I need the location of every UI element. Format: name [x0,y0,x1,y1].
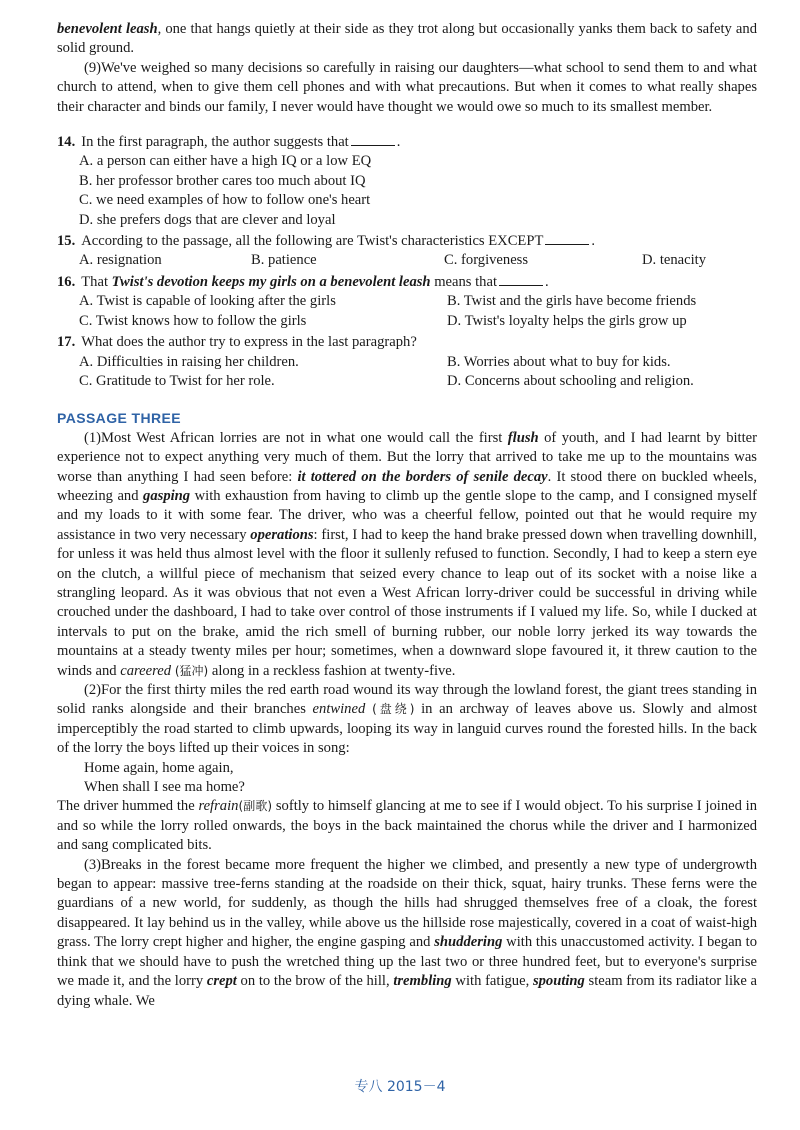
song-line: Home again, home again, [84,759,234,776]
passage-three-paragraph-1: (1)Most West African lorries are not in what one would call the first flush of youth, and I had learnt by bitter experience not to expect anything very much of them. But the lorry that arrived to take me up to the mountains was worse than anything I had seen before: it tottered on the borders of senile decay. It stood there on buckled wheels, wheezing and gasping with exhaustion from having to climb up the gentle slope to the camp, and I consigned myself and my loads to it with some fear. The driver, who was a cheerful fellow, pointed out that he would require my assistance in two very necessary operations: first, I had to keep the hand brake pressed down when travelling downhill, for unless it was held thus almost level with the floor it sullenly refused to function. Secondly, I had to keep a stern eye on the clutch, a willful piece of mechanism that seized every chance to leap out of its socket with a noise like a strangling leopard. As it was obvious that not even a West African lorry-driver could be successful in driving while crouched under the dashboard, I had to take over control of those instruments if I valued my life. So, while I ducked at intervals to put on the brake, amid the rich smell of burning rubber, our noble lorry jerked its way towards the mountains at a steady twenty miles per hour; sometimes, when a downward slope favoured it, it threw caution to the winds and careered (猛冲) along in a reckless fashion at twenty-five. [57,429,757,679]
page-content [57,20,757,1011]
option-a[interactable]: A. Twist is capable of looking after the girls [79,293,336,310]
option-b[interactable]: B. Worries about what to buy for kids. [447,353,671,370]
quoted-phrase: Twist's devotion keeps my girls on a benevolent leash [111,273,431,290]
song-lyrics [57,759,757,798]
answer-blank [351,133,395,146]
passage-two-tail-paragraph: benevolent leash, one that hangs quietly at their side as they trot along but occasionally yanks them back to safety and solid ground. [57,21,758,57]
option-c[interactable]: C. Twist knows how to follow the girls [79,312,307,329]
paragraph-9: (9)We've weighed so many decisions so carefully in raising our daughters—what school to send them to and what church to attend, when to give them cell phones and with what precautions. But when it comes to what really shapes their character and binds our family, I never would have thought we would owe so much to its smallest member. [57,59,757,115]
question-stem: According to the passage, all the following are Twist's characteristics EXCEPT [81,233,544,250]
option-a[interactable]: A. resignation [79,252,162,269]
passage-three-paragraph-2-continued: The driver hummed the refrain(副歌) softly to himself glancing at me to see if I would object. To his surprise I joined in and so while the lorry rolled onwards, the boys in the back maintained the chorus while the driver and I harmonized and sang complicated bits. [57,798,757,854]
question-17: 17. What does the author try to express in the last paragraph? A. Difficulties in raising her children. B. Worries about what to buy for kids. C. Gratitude to Twist for her role. D. Concerns about schooling and religion. [57,333,757,391]
song-line: When shall I see ma home? [84,779,245,796]
question-14: 14. In the first paragraph, the author suggests that . A. a person can either have a high IQ or a low EQ B. her professor brother cares too much about IQ C. we need examples of how to follow one's heart D. she prefers dogs that are clever and loyal [57,133,757,230]
passage-three-paragraph-3: (3)Breaks in the forest became more frequent the higher we climbed, and presently a new type of undergrowth began to appear: massive tree-ferns standing at the roadside on their thick, squat, hairy trunks. These ferns were the guardians of a new world, for suddenly, as though the hills had shrugged themselves free of a cloak, the forest disappeared. It lay behind us in the valley, while above us the hillside rose majestically, covered in a coat of waist-high grass. The lorry crept higher and higher, the engine gasping and shuddering with this unaccustomed activity. I began to think that we should have to push the wretched thing up the last two or three hundred feet, but to everyone's surprise we made it, and the lorry crept on to the brow of the hill, trembling with fatigue, spouting steam from its radiator like a dying whale. We [57,856,757,1009]
option-d[interactable]: D. she prefers dogs that are clever and loyal [79,211,336,228]
page-footer: 专八 2015－4 [354,1079,446,1095]
option-a[interactable]: A. Difficulties in raising her children. [79,353,299,370]
option-d[interactable]: D. Twist's loyalty helps the girls grow up [447,312,687,329]
question-15: 15. According to the passage, all the following are Twist's characteristics EXCEPT . A. resignation B. patience C. forgiveness D. tenacity [57,232,757,271]
option-c[interactable]: C. Gratitude to Twist for her role. [79,372,275,389]
option-b[interactable]: B. her professor brother cares too much about IQ [79,172,366,189]
option-d[interactable]: D. tenacity [642,252,707,269]
option-a[interactable]: A. a person can either have a high IQ or a low EQ [79,153,372,170]
question-stem: In the first paragraph, the author suggests that [81,134,349,151]
answer-blank [499,273,543,286]
question-16: 16. That Twist's devotion keeps my girls on a benevolent leash means that . A. Twist is capable of looking after the girls B. Twist and the girls have become friends C. Twist knows how to follow the girls D. Twist's loyalty helps the girls grow up [57,273,757,331]
passage-three-paragraph-2: (2)For the first thirty miles the red earth road wound its way through the lowland forest, the giant trees standing in solid ranks alongside and their branches entwined (盘绕) in an archway of leaves above us. Slowly and almost imperceptibly the road started to climb upwards, looping its way in languid curves round the forested hills. In the back of the lorry the boys lifted up their voices in song: [57,682,758,757]
key-term: benevolent leash [57,21,158,37]
option-b[interactable]: B. patience [251,252,317,269]
question-stem: What does the author try to express in the last paragraph? [81,334,417,351]
option-c[interactable]: C. forgiveness [444,252,529,269]
option-b[interactable]: B. Twist and the girls have become friends [447,293,697,310]
option-d[interactable]: D. Concerns about schooling and religion. [447,372,694,389]
answer-blank [545,232,589,245]
passage-three-heading: PASSAGE THREE [57,410,181,427]
option-c[interactable]: C. we need examples of how to follow one's heart [79,192,371,209]
